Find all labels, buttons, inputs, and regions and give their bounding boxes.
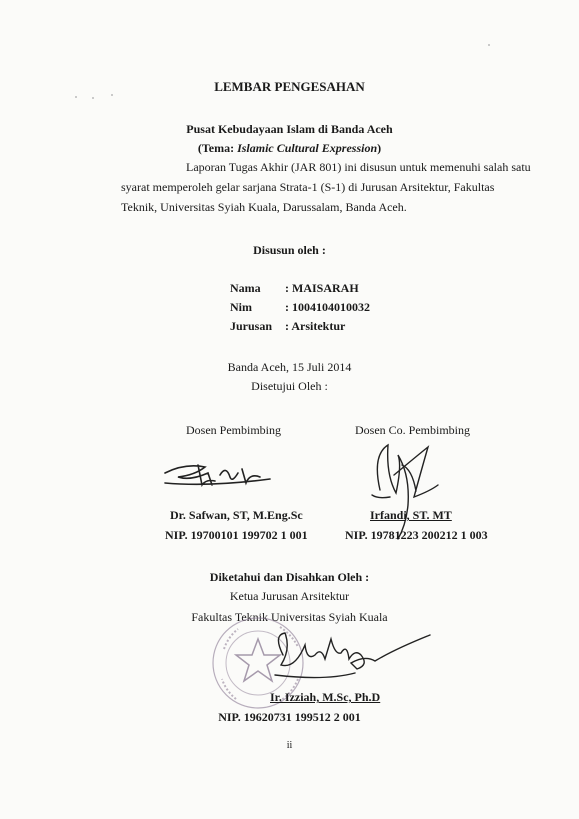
supervisor-2-name: Irfandi, ST. MT (370, 508, 452, 522)
supervisor-1-title: Dosen Pembimbing (186, 423, 281, 437)
supervisor-1-signature (160, 455, 280, 500)
approved-by-label: Disetujui Oleh : (251, 379, 328, 393)
identity-value-nim: : 1004104010032 (285, 300, 370, 314)
scan-speck (488, 44, 490, 46)
scan-speck (92, 97, 94, 99)
head-position-2: Fakultas Teknik Universitas Syiah Kuala (191, 610, 388, 624)
prepared-by-label: Disusun oleh : (253, 243, 326, 257)
body-line-1: Laporan Tugas Akhir (JAR 801) ini disusun untuk memenuhi salah satu (186, 160, 531, 174)
place-date: Banda Aceh, 15 Juli 2014 (227, 360, 352, 374)
supervisor-1-name: Dr. Safwan, ST, M.Eng.Sc (170, 508, 303, 522)
supervisor-2-title: Dosen Co. Pembimbing (355, 423, 471, 437)
theme-prefix: (Tema: (197, 141, 238, 155)
project-title: Pusat Kebudayaan Islam di Banda Aceh (186, 122, 393, 136)
identity-label-nim: Nim (230, 300, 252, 314)
ratified-label: Diketahui dan Disahkan Oleh : (209, 570, 370, 584)
head-nip: NIP. 19620731 199512 2 001 (218, 710, 361, 724)
page-heading: LEMBAR PENGESAHAN (214, 79, 365, 94)
theme-suffix: ) (377, 141, 382, 155)
supervisor-2-nip: NIP. 19781223 200212 1 003 (345, 528, 488, 542)
identity-value-name: : MAISARAH (285, 281, 359, 295)
identity-label-major: Jurusan (230, 319, 273, 333)
head-name: Ir. Izziah, M.Sc, Ph.D (270, 690, 381, 704)
body-line-3: Teknik, Universitas Syiah Kuala, Darussalam, Banda Aceh. (121, 200, 407, 214)
identity-label-name: Nama (230, 281, 261, 295)
page-number: ii (286, 740, 293, 751)
head-signature (265, 625, 435, 695)
theme-line (0, 141, 579, 156)
identity-value-major: : Arsitektur (285, 319, 346, 333)
supervisor-1-nip: NIP. 19700101 199702 1 001 (165, 528, 308, 542)
scan-speck (75, 96, 77, 98)
body-line-2: syarat memperoleh gelar sarjana Strata-1 (S-1) di Jurusan Arsitektur, Fakultas (121, 180, 495, 194)
head-position-1: Ketua Jurusan Arsitektur (229, 589, 350, 603)
theme-value: Islamic Cultural Expression (237, 141, 378, 155)
